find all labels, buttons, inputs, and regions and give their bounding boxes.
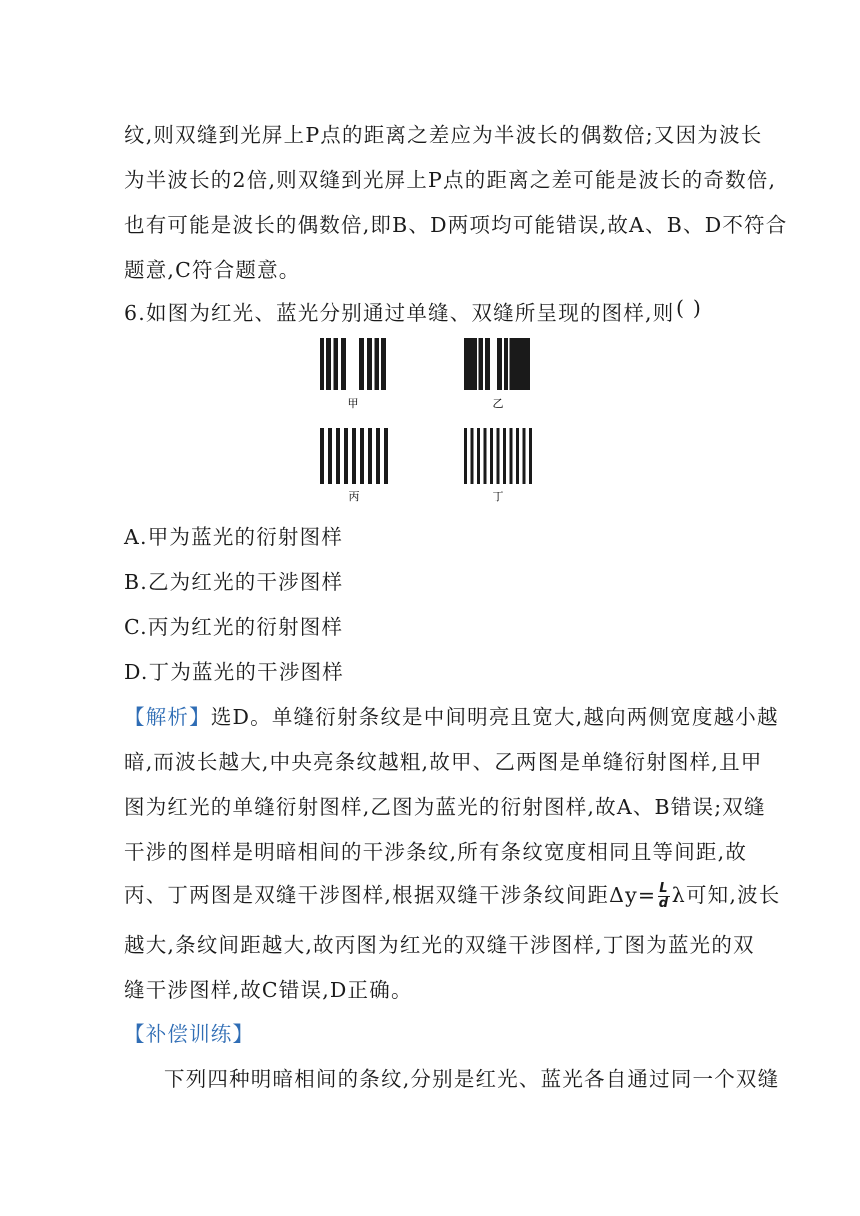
- analysis-tag: 【解析】: [124, 705, 211, 729]
- formula-pre: 丙、丁两图是双缝干涉图样,根据双缝干涉条纹间距Δy=: [124, 883, 657, 907]
- fringe-dark: [352, 428, 356, 484]
- pattern-bing: [320, 428, 388, 484]
- option-a: A.甲为蓝光的衍射图样: [124, 525, 344, 549]
- pattern-jia: [320, 338, 386, 390]
- fringe-dark: [344, 428, 348, 484]
- option-d: D.丁为蓝光的干涉图样: [124, 660, 344, 684]
- fringe-dark: [336, 428, 340, 484]
- analysis-first-line: [124, 700, 779, 730]
- analysis-formula-line: [124, 878, 780, 911]
- fringe-bright: [372, 338, 375, 390]
- fringe-dark: [510, 428, 513, 484]
- label-ding: 丁: [492, 490, 504, 503]
- fringe-dark: [484, 428, 487, 484]
- label-jia: 甲: [347, 397, 359, 410]
- fringe-bright: [379, 338, 381, 390]
- fringe-bright: [331, 338, 334, 390]
- fringe-dark: [320, 428, 324, 484]
- supplement-first-line: 下列四种明暗相间的条纹,分别是红光、蓝光各自通过同一个双缝: [164, 1067, 780, 1091]
- prev-paragraph-line: 也有可能是波长的偶数倍,即B、D两项均可能错误,故A、B、D不符合: [124, 213, 788, 237]
- fringe-dark: [384, 428, 388, 484]
- fringe-dark: [477, 428, 480, 484]
- fringe-dark: [376, 428, 380, 484]
- pattern-yi: [464, 338, 530, 390]
- option-c: C.丙为红光的衍射图样: [124, 615, 344, 639]
- formula-post: λ可知,波长: [671, 883, 781, 907]
- fringe-central-bright: [346, 338, 359, 390]
- fringe-dark: [471, 428, 474, 484]
- analysis-line: 越大,条纹间距越大,故丙图为红光的双缝干涉图样,丁图为蓝光的双: [124, 933, 755, 957]
- fringe-dark: [529, 428, 532, 484]
- prev-paragraph-line: 为半波长的2倍,则双缝到光屏上P点的距离之差可能是波长的奇数倍,: [124, 168, 777, 192]
- analysis-line: 图为红光的单缝衍射图样,乙图为蓝光的衍射图样,故A、B错误;双缝: [124, 795, 766, 819]
- fraction-l-over-d: [658, 882, 669, 911]
- analysis-line: 暗,而波长越大,中央亮条纹越粗,故甲、乙两图是单缝衍射图样,且甲: [124, 750, 763, 774]
- fraction-denominator: d: [658, 896, 670, 911]
- supplement-tag: 【补偿训练】: [124, 1022, 255, 1046]
- fringe-dark: [523, 428, 526, 484]
- prev-paragraph-line: 题意,C符合题意。: [124, 258, 301, 282]
- label-yi: 乙: [492, 397, 504, 410]
- fringe-bright: [502, 338, 504, 390]
- fringe-dark: [464, 428, 467, 484]
- fringe-dark: [368, 428, 372, 484]
- option-b: B.乙为红光的干涉图样: [124, 570, 344, 594]
- fringe-dark: [516, 428, 519, 484]
- fringe-dark: [490, 428, 493, 484]
- fringe-bright: [338, 338, 341, 390]
- fringe-bright: [364, 338, 367, 390]
- fringe-figure-svg: [318, 338, 538, 508]
- analysis-line: 缝干涉图样,故C错误,D正确。: [124, 978, 413, 1002]
- fringe-bright: [508, 338, 510, 390]
- fringe-dark: [497, 428, 500, 484]
- fraction-numerator: L: [659, 881, 669, 896]
- fringe-figure: [318, 338, 538, 508]
- label-bing: 丙: [348, 490, 360, 503]
- fringe-dark: [360, 428, 364, 484]
- fringe-dark: [503, 428, 506, 484]
- question-stem-text: 6.如图为红光、蓝光分别通过单缝、双缝所呈现的图样,则: [124, 301, 675, 325]
- fringe-central-bright: [490, 338, 497, 390]
- fringe-bright: [477, 338, 479, 390]
- fringe-dark: [328, 428, 332, 484]
- fringe-bright: [483, 338, 485, 390]
- analysis-text: 选D。单缝衍射条纹是中间明亮且宽大,越向两侧宽度越小越: [210, 705, 779, 729]
- pattern-ding: [464, 428, 532, 484]
- fringe-bright: [324, 338, 326, 390]
- question-stem: [124, 296, 674, 326]
- analysis-line: 干涉的图样是明暗相间的干涉条纹,所有条纹宽度相同且等间距,故: [124, 840, 748, 864]
- prev-paragraph-line: 纹,则双缝到光屏上P点的距离之差应为半波长的偶数倍;又因为波长: [124, 123, 763, 147]
- answer-paren: ( ): [676, 296, 703, 320]
